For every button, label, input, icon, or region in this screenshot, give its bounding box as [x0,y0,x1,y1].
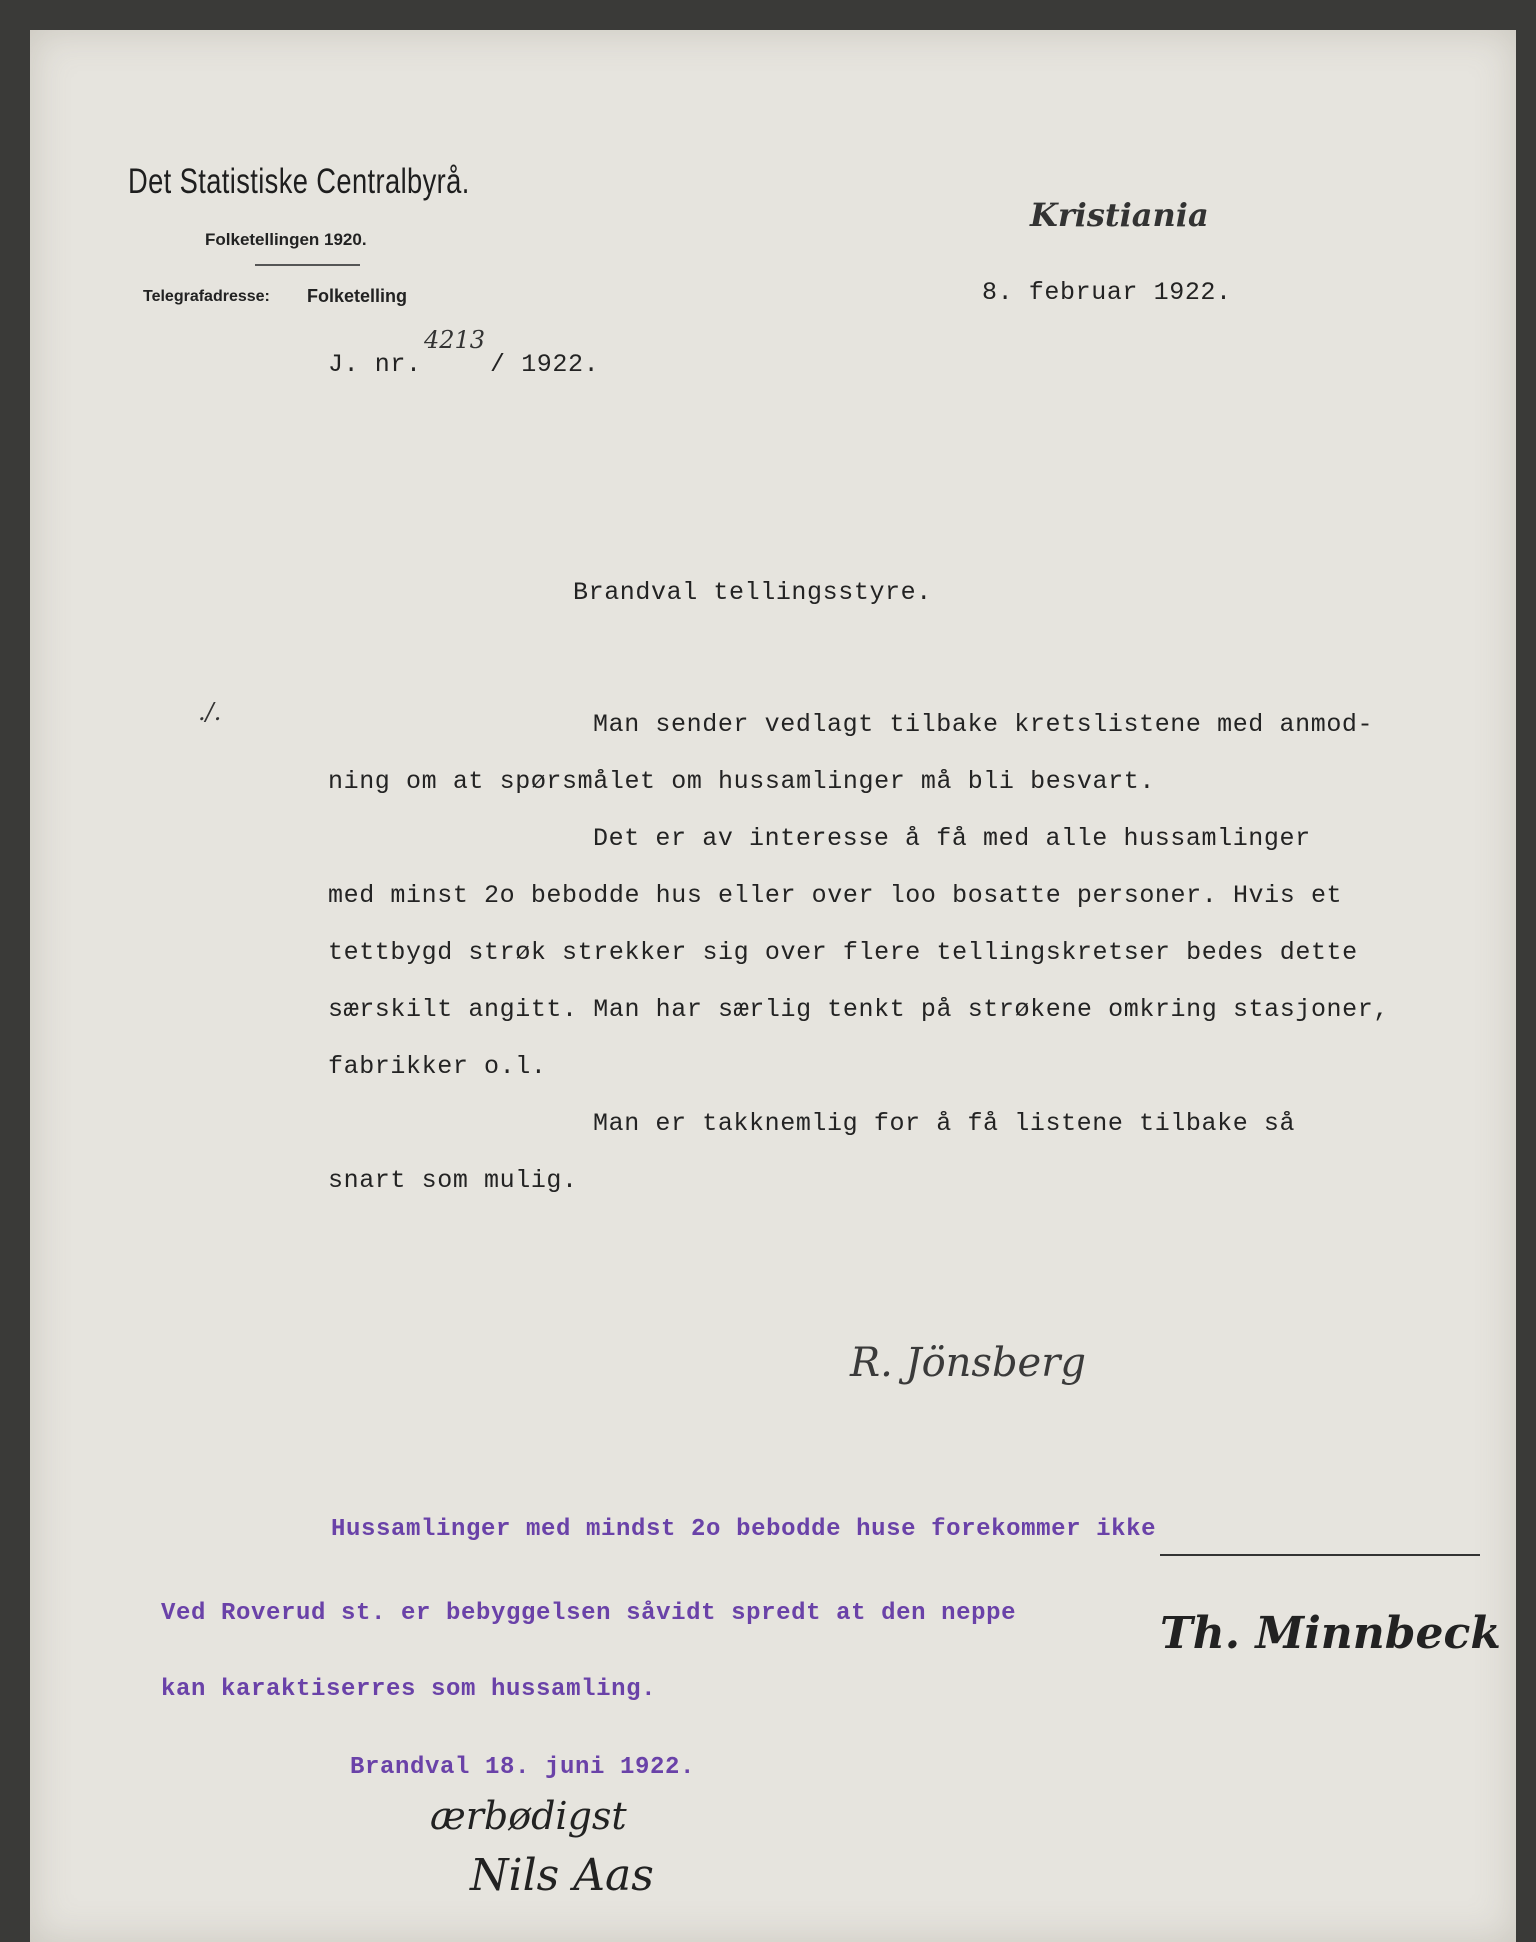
city-handwritten: Kristiania [1030,196,1209,234]
letterhead-organization: Det Statistiske Centralbyrå. [128,162,470,201]
body-line-9: snart som mulig. [328,1166,578,1195]
body-line-6: særskilt angitt. Man har særlig tenkt på strøkene omkring stasjoner, [328,995,1389,1024]
body-line-8: Man er takknemlig for å få listene tilbake så [593,1109,1296,1138]
body-line-7: fabrikker o.l. [328,1052,547,1081]
body-line-4: med minst 2o bebodde hus eller over loo bosatte personer. Hvis et [328,881,1343,910]
reply-place-date: Brandval 18. juni 1922. [350,1754,696,1781]
body-line-2: ning om at spørsmålet om hussamlinger må bli besvart. [328,767,1155,796]
body-line-1: Man sender vedlagt tilbake kretslistene med anmod- [593,710,1374,739]
letter-date: 8. februar 1922. [982,278,1232,307]
journal-prefix: J. nr. [328,350,422,379]
recipient: Brandval tellingsstyre. [573,578,932,607]
body-line-3: Det er av interesse å få med alle hussamlinger [593,824,1311,853]
body-line-5: tettbygd strøk strekker sig over flere tellingskretser bedes dette [328,938,1358,967]
reply-line-3: kan karaktiserres som hussamling. [161,1676,657,1703]
reply-line-1: Hussamlinger med mindst 2o bebodde huse forekommer ikke [331,1516,1157,1543]
enclosure-mark: ./. [198,698,222,726]
reply-signature-handwritten: Th. Minnbeck [1160,1608,1501,1659]
reply-line-2: Ved Roverud st. er bebyggelsen såvidt spredt at den neppe [161,1600,1017,1627]
letterhead-divider [255,264,360,266]
closing-word-handwritten: ærbødigst [430,1794,627,1838]
telegraph-value: Folketelling [307,286,408,306]
reply-underline [1160,1554,1480,1556]
letterhead-census: Folketellingen 1920. [205,230,367,249]
telegraph-label: Telegrafadresse: [143,288,270,305]
journal-suffix: / 1922. [490,350,600,379]
signature-handwritten: R. Jönsberg [850,1340,1086,1386]
journal-number-handwritten: 4213 [424,326,486,354]
closing-signature-handwritten: Nils Aas [470,1850,654,1901]
